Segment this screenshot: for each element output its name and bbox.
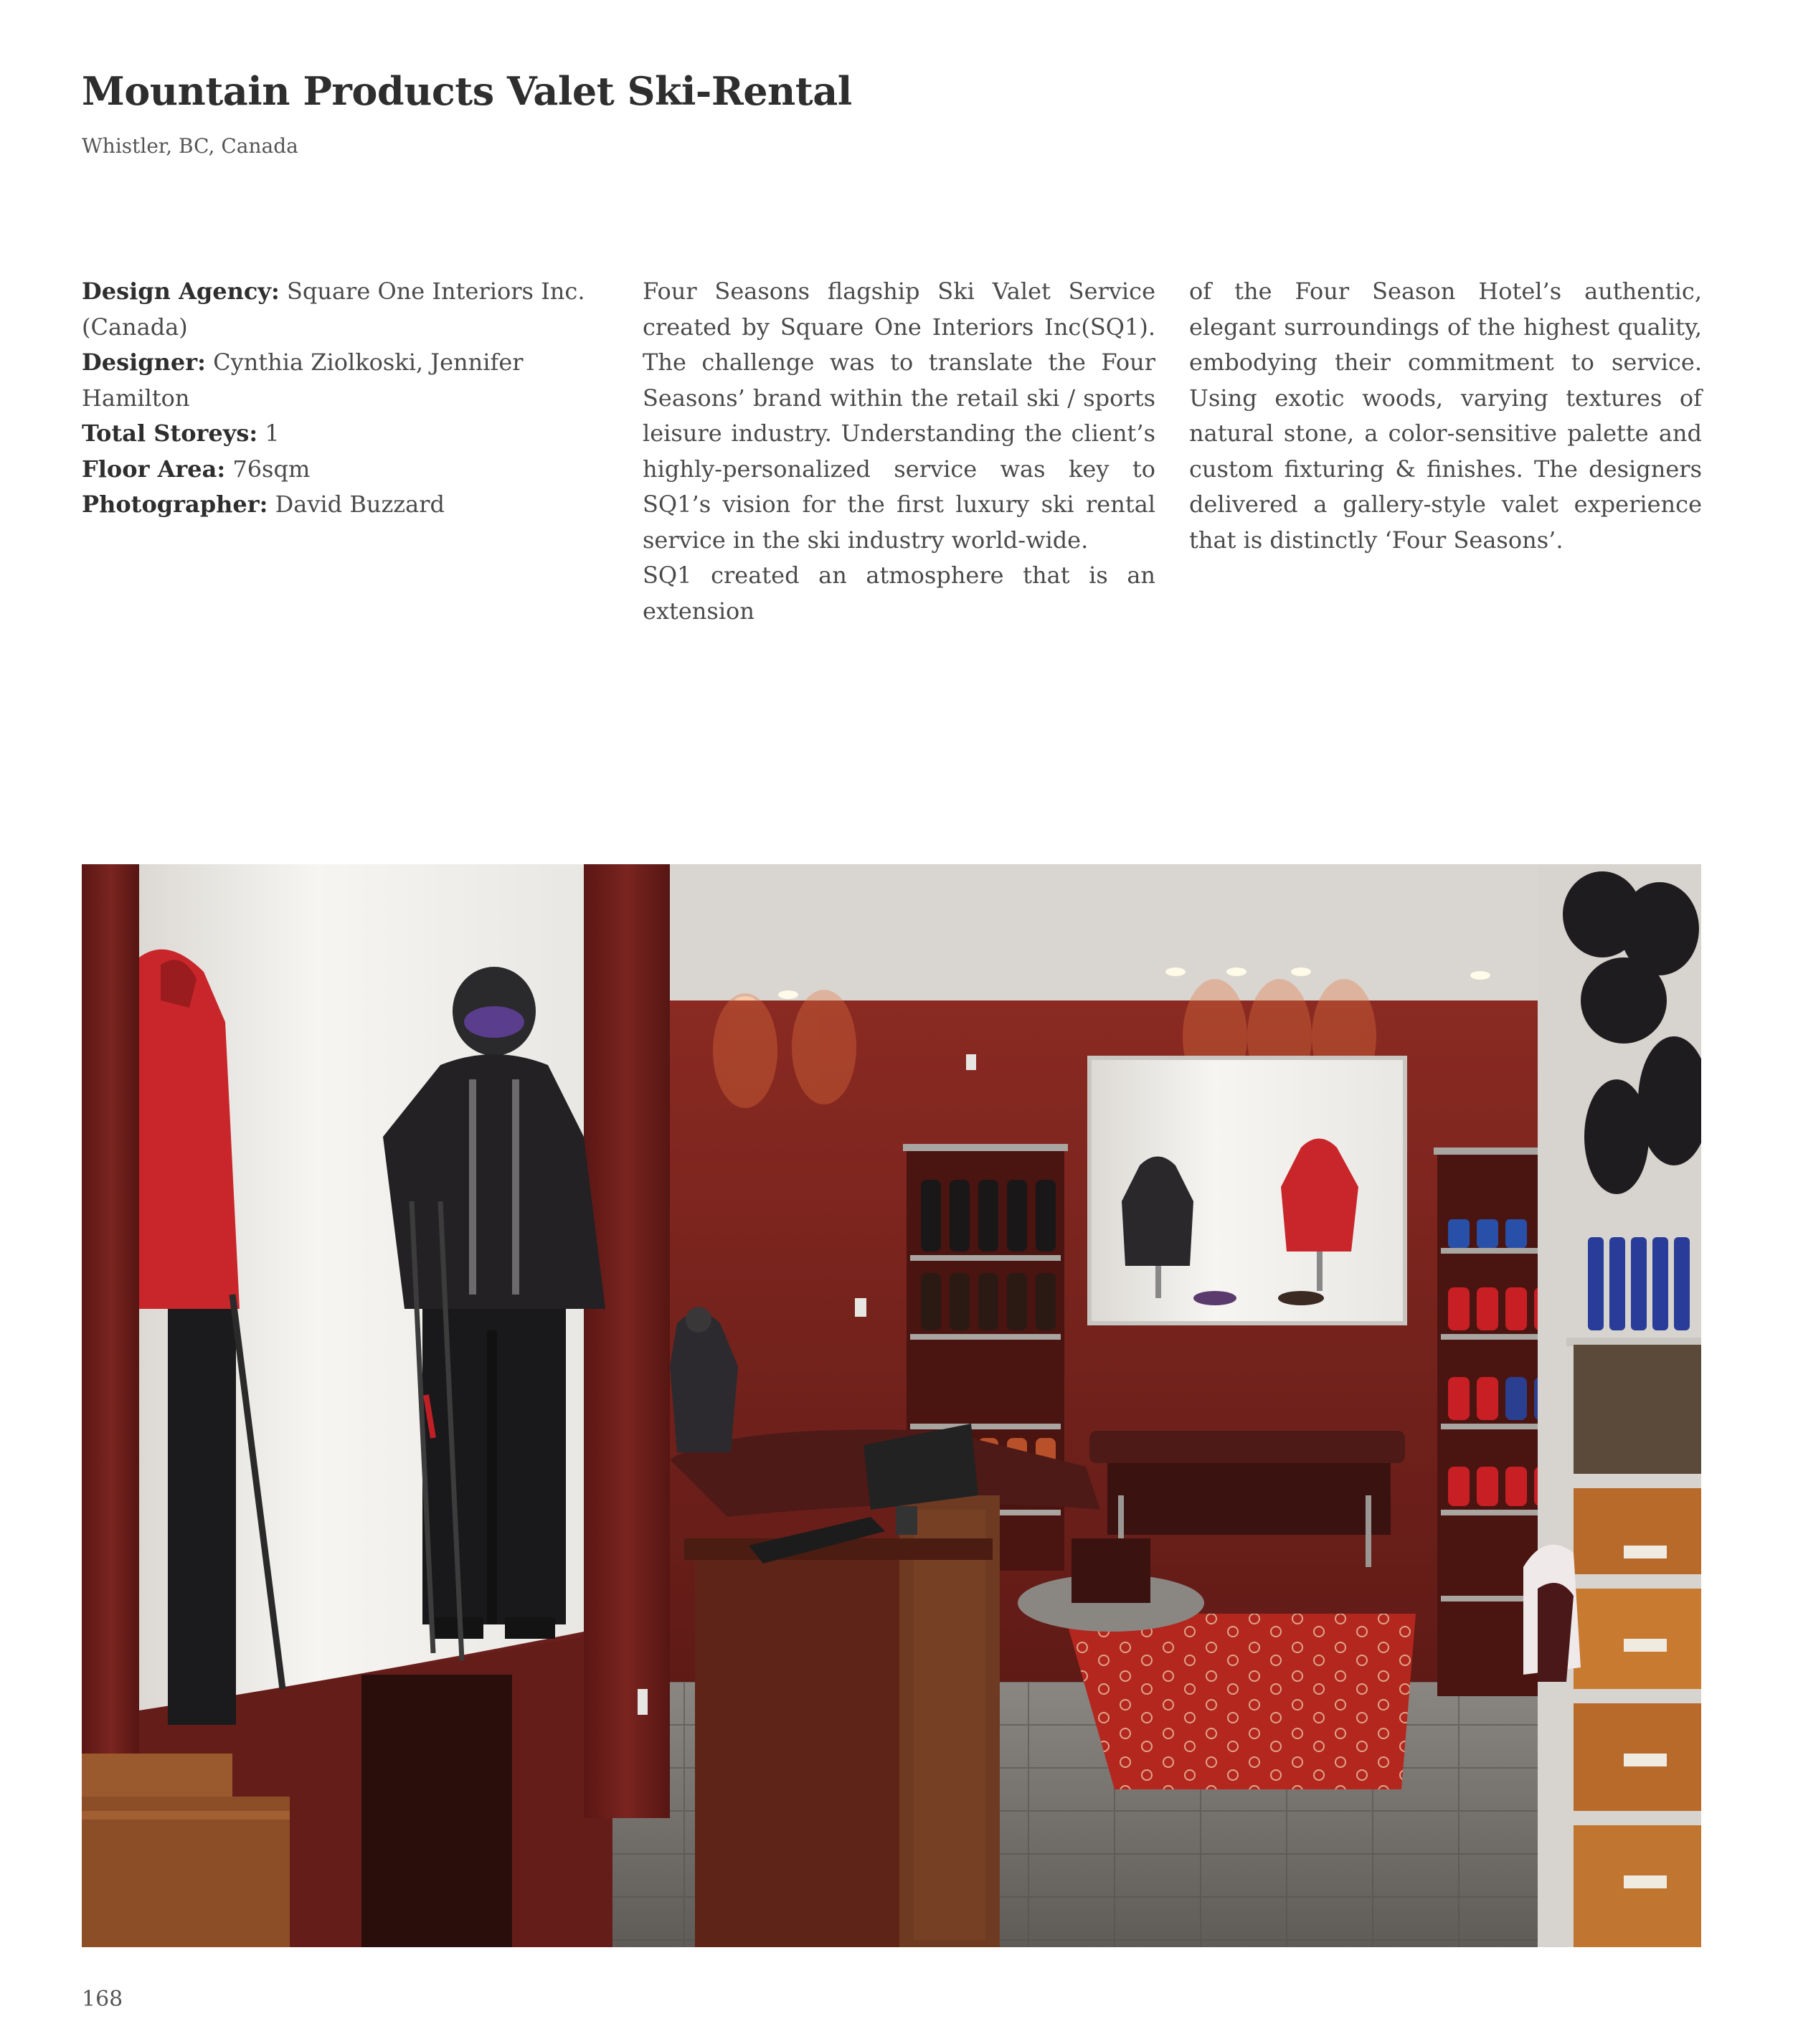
credit-label: Floor Area:: [82, 455, 226, 483]
credit-label: Total Storeys:: [82, 420, 258, 447]
wall-switch: [966, 1054, 976, 1070]
credit-value: Square One Interiors Inc. (Canada): [82, 278, 585, 341]
body-paragraph: of the Four Season Hotel’s authentic, elegant surroundings of the highest quality, embodying their commitment to service. Using exotic woods, varying textures of natural stone, a color-sensitive palette and custom fixturing & finishes. The designers delivered a gallery-style valet experience that is distinctly ‘Four Seasons’.: [1189, 278, 1702, 554]
wall-outlet: [638, 1689, 648, 1715]
body-column-2: [1189, 274, 1702, 558]
credit-floor-area: [82, 452, 598, 488]
credit-value: 1: [265, 420, 280, 447]
credit-label: Photographer:: [82, 491, 268, 518]
credit-label: Designer:: [82, 349, 206, 376]
body-paragraph: SQ1 created an atmosphere that is an extension: [643, 562, 1155, 625]
credit-design-agency: [82, 274, 598, 345]
wall-outlet: [855, 1298, 866, 1317]
patterned-rug: [1064, 1614, 1416, 1789]
store-interior-illustration: [82, 864, 1701, 1947]
credit-photographer: [82, 487, 598, 523]
store-interior-photo: [82, 864, 1701, 1947]
credit-value: Cynthia Ziolkoski, Jennifer Hamilton: [82, 349, 524, 412]
body-paragraph: Four Seasons flagship Ski Valet Service created by Square One Interiors Inc(SQ1). The challenge was to translate the Four Seasons’ brand within the retail ski / sports leisure industry. Understanding the client’s highly-personalized service was key to SQ1’s vision for the first luxury ski rental service in the ski industry world-wide.: [643, 278, 1155, 554]
project-credits: [82, 274, 598, 523]
reception-desk: [684, 1495, 1000, 1947]
body-column-1: [643, 274, 1155, 629]
center-wood-column: [584, 864, 670, 1818]
credit-label: Design Agency:: [82, 278, 280, 305]
page-title: Mountain Products Valet Ski-Rental: [82, 68, 852, 114]
page-number: 168: [82, 1987, 123, 2012]
location-subtitle: Whistler, BC, Canada: [82, 134, 298, 158]
credit-total-storeys: [82, 416, 598, 452]
credit-value: David Buzzard: [275, 491, 445, 518]
credit-designer: [82, 345, 598, 416]
credit-value: 76sqm: [232, 455, 311, 483]
right-merchandise-display: [1523, 864, 1701, 1947]
